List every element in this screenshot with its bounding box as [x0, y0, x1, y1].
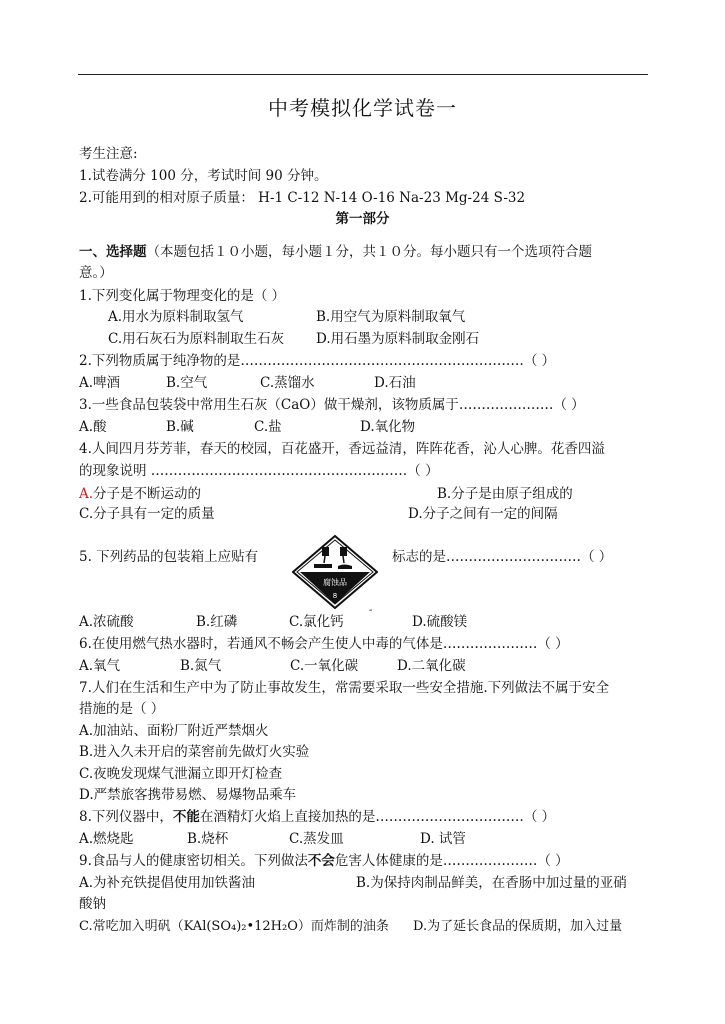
q6-option-d: D.二氧化碳	[397, 658, 466, 674]
notice-heading: 考生注意:	[79, 146, 138, 162]
q8-stem-post: 在酒精灯火焰上直接加热的是……………………………（ ）	[199, 809, 556, 825]
q4-stem: 4.人间四月芬芳菲，春天的校园，百花盛开，香远益清，阵阵花香，沁人心脾。花香四溢	[79, 441, 605, 457]
q4-option-c: C.分子具有一定的质量	[79, 506, 215, 522]
q9-option-c: C.常吃加入明矾（KAl(SO₄)₂•12H₂O）而炸制的油条	[79, 919, 389, 934]
q1-option-a: A.用水为原料制取氢气	[108, 309, 244, 325]
q5-stem: 5. 下列药品的包装箱上应贴有	[79, 549, 259, 565]
q6-option-a: A.氧气	[79, 658, 121, 674]
q4-option-b: B.分子是由原子组成的	[437, 486, 573, 502]
corrosive-sign-icon	[292, 535, 378, 609]
q2-option-b: B.空气	[166, 375, 208, 391]
q8-stem	[79, 808, 555, 826]
q2-stem: 2.下列物质属于纯净物的是………………………………………………………（ ）	[79, 353, 556, 369]
q5-option-c: C.氯化钙	[289, 614, 344, 630]
part-heading: 第一部分	[335, 211, 390, 227]
q1-option-d: D.用石墨为原料制取金刚石	[316, 331, 480, 347]
q7-option-a: A.加油站、面粉厂附近严禁烟火	[79, 723, 269, 739]
q8-option-b: B.烧杯	[187, 831, 229, 847]
q3-option-b: B.碱	[166, 419, 194, 435]
q6-stem: 6.在使用燃气热水器时，若通风不畅会产生使人中毒的气体是…………………（ ）	[79, 636, 569, 652]
q9-stem-emphasis: 不会	[307, 853, 335, 869]
q7-stem: 7.人们在生活和生产中为了防止事故发生，常需要采取一些安全措施.下列做法不属于安全	[79, 680, 610, 696]
q2-option-d: D.石油	[374, 375, 416, 391]
q4-stem-2: 的现象说明 …………………………………………………（ ）	[79, 463, 439, 479]
q9-stem-post: 危害人体健康的是…………………（ ）	[334, 853, 569, 869]
q1-option-c: C.用石灰石为原料制取生石灰	[108, 331, 285, 347]
notice-line-1: 1.试卷满分 100 分，考试时间 90 分钟。	[79, 168, 328, 184]
q4-option-a-text: 分子是不断运动的	[93, 486, 202, 502]
q2-option-c: C.蒸馏水	[260, 375, 315, 391]
sign-label: 腐蚀品	[323, 578, 347, 587]
q9-option-b-cont: 酸钠	[79, 896, 106, 912]
q8-option-d: D. 试管	[420, 831, 466, 847]
notice-line-2: 2.可能用到的相对原子质量： H-1 C-12 N-14 O-16 Na-23 Mg-24 S-32	[79, 190, 526, 206]
section-desc: （本题包括１０小题，每小题１分，共１０分。每小题只有一个选项符合题	[146, 244, 592, 260]
q9-stem-pre: 9.食品与人的健康密切相关。下列做法	[79, 853, 308, 869]
q7-option-c: C.夜晚发现煤气泄漏立即开灯检查	[79, 766, 283, 782]
q9-stem	[79, 852, 569, 870]
page-title: 中考模拟化学试卷一	[268, 96, 457, 120]
q8-option-c: C.蒸发皿	[289, 831, 344, 847]
q1-option-b: B.用空气为原料制取氧气	[316, 309, 466, 325]
q5-option-d: D.硫酸镁	[412, 614, 468, 630]
q7-option-b: B.进入久未开启的菜窖前先做灯火实验	[79, 744, 310, 760]
q4-option-d: D.分子之间有一定的间隔	[408, 506, 558, 522]
q8-option-a: A.燃烧匙	[79, 831, 134, 847]
q3-option-a: A.酸	[79, 419, 107, 435]
q1-stem: 1.下列变化属于物理变化的是（ ）	[79, 288, 286, 304]
sign-number: 8	[332, 592, 338, 600]
q3-stem: 3.一些食品包装袋中常用生石灰（CaO）做干燥剂，该物质属于…………………（ ）	[79, 397, 585, 413]
q5-stem-tail: 标志的是…………………………（ ）	[392, 549, 613, 565]
q8-stem-pre: 8.下列仪器中，	[79, 809, 173, 825]
section-label: 一、选择题	[79, 244, 147, 260]
section-desc-2: 意。）	[79, 265, 113, 281]
q3-option-d: D.氧化物	[360, 419, 416, 435]
q9-option-d: D.为了延长食品的保质期，加入过量	[413, 919, 623, 934]
q4-option-a-letter: A.	[79, 486, 94, 502]
q3-option-c: C.盐	[254, 419, 282, 435]
header-rule	[78, 74, 648, 75]
q9-option-a: A.为补充铁提倡使用加铁酱油	[79, 875, 256, 891]
dash-mark: -	[369, 605, 373, 616]
q5-option-a: A.浓硫酸	[79, 614, 134, 630]
q4-option-a	[79, 485, 201, 503]
q6-option-b: B.氮气	[180, 658, 222, 674]
q8-stem-emphasis: 不能	[172, 809, 200, 825]
q2-option-a: A.啤酒	[79, 375, 121, 391]
q7-stem-2: 措施的是（ ）	[79, 701, 165, 717]
q6-option-c: C.一氧化碳	[290, 658, 359, 674]
section-heading	[79, 243, 592, 261]
q9-option-b: B.为保持肉制品鲜美，在香肠中加过量的亚硝	[356, 875, 627, 891]
q5-option-b: B.红磷	[196, 614, 238, 630]
q7-option-d: D.严禁旅客携带易燃、易爆物品乘车	[79, 787, 297, 803]
